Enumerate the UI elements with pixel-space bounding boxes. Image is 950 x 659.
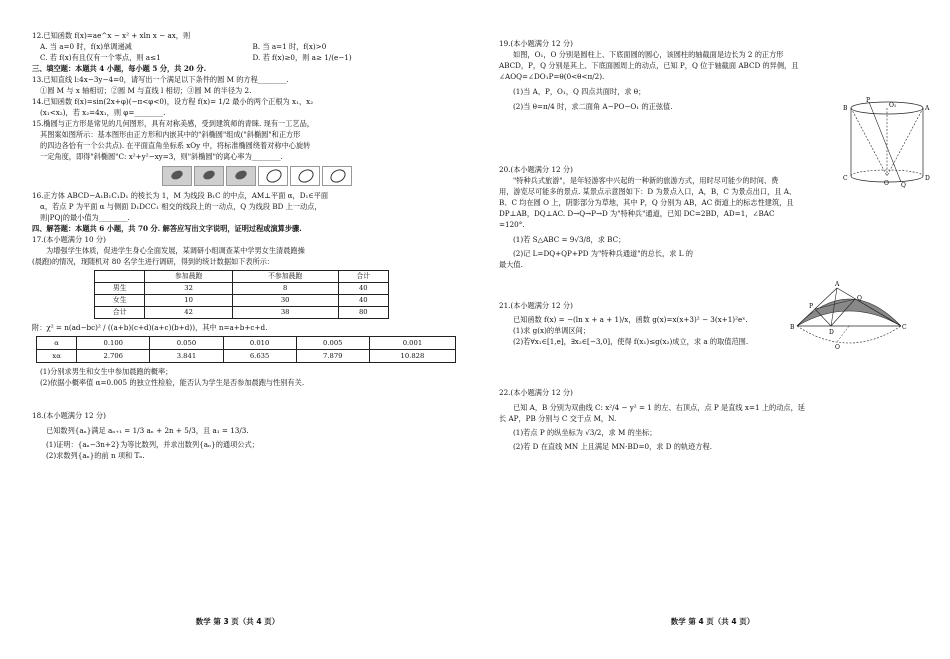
q19-part1: (1)当 A，P，O₁，Q 四点共面时，求 θ； bbox=[513, 87, 646, 96]
table-row bbox=[95, 295, 389, 307]
table-cell: 42 bbox=[145, 307, 232, 319]
q17-part1: (1)分别求男生和女生中参加晨跑的概率； bbox=[40, 367, 173, 376]
table-row bbox=[95, 307, 389, 319]
q21-line1: 已知函数 f(x) = −(ln x + a + 1)/x，函数 g(x)=x(x+3)² − 3(x+1)²eˣ. bbox=[513, 315, 748, 324]
q17-part2: (2)依据小概率值 α=0.005 的独立性检验，能否认为学生是否参加晨跑与性别有关. bbox=[40, 378, 305, 387]
q18-head: 18.(本小题满分 12 分) bbox=[32, 411, 106, 420]
table-cell: 女生 bbox=[95, 295, 145, 307]
q12-options-ab bbox=[32, 41, 465, 52]
pattern-tile bbox=[194, 166, 224, 186]
table-cell: 8 bbox=[232, 283, 338, 295]
q14-line1: 14.已知函数 f(x)=sin(2x+φ)(−π<φ<0)，设方程 f(x)= 1/2 最小的两个正根为 x₁，x₂ bbox=[32, 97, 314, 106]
table-cell: 7.879 bbox=[296, 350, 369, 363]
pattern-tile bbox=[162, 166, 192, 186]
q17-formula: 附：χ² = n(ad−bc)² / ((a+b)(c+d)(a+c)(b+d))，其中 n=a+b+c+d. bbox=[32, 323, 268, 332]
table-cell: 10 bbox=[145, 295, 232, 307]
q15-line1: 15.椭圆与正方形是常见的几何图形，具有对称美感，受到建筑师的青睐. 现有一工艺品， bbox=[32, 119, 314, 128]
table-cell: 男生 bbox=[95, 283, 145, 295]
page-3-content bbox=[32, 30, 465, 461]
q12-stem: 12.已知函数 f(x)=ae^x − x² + xln x − ax，则 bbox=[32, 31, 191, 40]
label-p: P bbox=[866, 97, 871, 104]
page-4-footer: 数学 第 4 页（共 4 页） bbox=[670, 617, 755, 626]
q15-line2: 其图案如图所示：基本图形由正方形和内嵌其中的"斜椭圆"组成("斜椭圆"和正方形 bbox=[40, 130, 301, 139]
circle-lower-arc bbox=[797, 326, 901, 343]
label-p: P bbox=[809, 303, 814, 310]
q17-line1: 为增强学生体质，促进学生身心全面发展，某调研小组调查某中学男女生清晨跑操 bbox=[46, 246, 305, 255]
q16-line3: 则|PQ|的最小值为________. bbox=[40, 213, 130, 222]
label-o: O bbox=[835, 344, 840, 351]
page-4 bbox=[475, 0, 950, 659]
q12-option-c: C. 若 f(x)有且仅有一个零点，则 a≤1 bbox=[40, 53, 161, 62]
page-3-footer: 数学 第 3 页（共 4 页） bbox=[195, 617, 280, 626]
label-c: C bbox=[902, 324, 907, 331]
label-q: Q bbox=[901, 182, 906, 188]
table-cell: 30 bbox=[232, 295, 338, 307]
q16-line2: α，若点 P 为平面 α 与侧面 D₁DCC₁ 相交的线段上的一动点，Q 为线段 BD 上一动点， bbox=[40, 202, 322, 211]
q17-head: 17.(本小题满分 10 分) bbox=[32, 235, 106, 244]
q17-line2: (晨跑)的情况，现随机对 80 名学生进行调研，得到的统计数据如下表所示： bbox=[32, 257, 275, 266]
label-d: D bbox=[829, 329, 834, 336]
section-3-heading: 三、填空题：本题共 4 小题，每小题 5 分，共 20 分. bbox=[32, 64, 207, 73]
table-cell: 80 bbox=[338, 307, 388, 319]
q12-option-d: D. 若 f(x)≥0，则 a≥ 1/(e−1) bbox=[252, 53, 352, 62]
table-cell: 38 bbox=[232, 307, 338, 319]
table-row bbox=[37, 337, 456, 350]
label-o: O bbox=[884, 180, 889, 187]
q22-part1: (1)若点 P 的纵坐标为 √3/2，求 M 的坐标； bbox=[513, 428, 657, 437]
q20-line4: DP⊥AB，DQ⊥AC. D→Q→P→D 为"特种兵"通道，已知 DC=2BD，AD=1，∠BAC bbox=[499, 209, 775, 218]
table-header: 合计 bbox=[338, 271, 388, 283]
q15-pattern-image bbox=[162, 166, 465, 186]
q17-data-table bbox=[94, 270, 389, 319]
table-cell: 2.706 bbox=[77, 350, 150, 363]
label-b: B bbox=[843, 105, 848, 112]
table-cell: 0.010 bbox=[223, 337, 296, 350]
q19-line1: 如图，O₁，O 分别是圆柱上、下底面圆的圆心，该圆柱的轴截面是边长为 2 的正方形 bbox=[513, 50, 784, 59]
table-header: 参加晨跑 bbox=[145, 271, 232, 283]
q16-line1: 16.正方体 ABCD−A₁B₁C₁D₁ 的棱长为 1，M 为线段 B₁C 的中点，AM⊥平面 α，D₁∈平面 bbox=[32, 191, 329, 200]
label-b: B bbox=[790, 324, 795, 331]
table-cell: 0.001 bbox=[369, 337, 455, 350]
q12-option-b: B. 当 a=1 时，f(x)>0 bbox=[252, 42, 327, 51]
ellipse-square-tile bbox=[290, 166, 320, 186]
q18-part2: (2)求数列{aₙ}的前 n 项和 Tₙ. bbox=[46, 451, 145, 460]
q20-head: 20.(本小题满分 12 分) bbox=[499, 165, 573, 174]
table-cell: 0.005 bbox=[296, 337, 369, 350]
q19-head: 19.(本小题满分 12 分) bbox=[499, 39, 573, 48]
table-cell: 40 bbox=[338, 295, 388, 307]
table-cell: 6.635 bbox=[223, 350, 296, 363]
q21-head: 21.(本小题满分 12 分) bbox=[499, 301, 573, 310]
label-q: Q bbox=[857, 295, 862, 302]
q15-line4: 一定角度，即得"斜椭圆"C: x²+y²−xy=3，则"斜椭圆"的离心率为________. bbox=[40, 152, 283, 161]
q22-head: 22.(本小题满分 12 分) bbox=[499, 388, 573, 397]
table-cell: 32 bbox=[145, 283, 232, 295]
section-4-heading: 四、解答题：本题共 6 小题，共 70 分. 解答应写出文字说明，证明过程或演算步骤. bbox=[32, 224, 302, 233]
q20-part2: (2)记 L=DQ+QP+PD 为"特种兵通道"的总长，求 L 的 bbox=[513, 249, 693, 258]
label-o1: O₁ bbox=[889, 102, 897, 109]
q18-line1: 已知数列{aₙ}满足 aₙ₊₁ = 1/3 aₙ + 2n + 5/3，且 a₁ = 13/3. bbox=[46, 426, 249, 435]
q20-scenic-figure bbox=[789, 278, 909, 354]
table-header bbox=[95, 271, 145, 283]
table-cell: 0.100 bbox=[77, 337, 150, 350]
table-header: 不参加晨跑 bbox=[232, 271, 338, 283]
q20-line5: =120°. bbox=[499, 220, 525, 229]
q12-options-cd bbox=[32, 52, 465, 63]
label-a: A bbox=[925, 105, 930, 112]
ellipse-square-tile bbox=[322, 166, 352, 186]
q20-line1: "特种兵式旅游"，是年轻游客中兴起的一种新的旅游方式，用时尽可能少的时间、费 bbox=[513, 176, 779, 185]
table-cell: 合计 bbox=[95, 307, 145, 319]
q19-cylinder-figure bbox=[839, 96, 939, 188]
table-cell: α bbox=[37, 337, 77, 350]
q18-part1: (1)证明：{aₙ−3n+2}为等比数列，并求出数列{aₙ}的通项公式； bbox=[46, 440, 259, 449]
q20-line3: B、C 均在圆 O 上，阴影部分为草地，其中 P，Q 分别为 AB，AC 街道上的标志性建筑，且 bbox=[499, 198, 794, 207]
pattern-tile bbox=[226, 166, 256, 186]
q22-part2: (2)若 D 在直线 MN 上且满足 MN·BD=0，求 D 的轨迹方程. bbox=[513, 442, 713, 451]
q15-line3: 的四边各恰有一个公共点). 在平面直角坐标系 xOy 中，将标准椭圆绕着对称中心旋转 bbox=[40, 141, 311, 150]
table-cell: xα bbox=[37, 350, 77, 363]
table-cell: 0.050 bbox=[150, 337, 223, 350]
table-cell: 40 bbox=[338, 283, 388, 295]
q17-critical-value-table bbox=[36, 336, 456, 363]
table-cell: 10.828 bbox=[369, 350, 455, 363]
q12-option-a: A. 当 a=0 时，f(x)单调递减 bbox=[40, 42, 132, 51]
q19-part2: (2)当 θ=π/4 时，求二面角 A−PO−O₁ 的正弦值. bbox=[513, 102, 673, 111]
table-row bbox=[95, 283, 389, 295]
q20-line2: 用，游览尽可能多的景点. 某景点示意图如下：D 为景点入口，A，B，C 为景点出口，且 A、 bbox=[499, 187, 797, 196]
q22-line2: 长 AP，PB 分别与 C 交于点 M，N. bbox=[499, 414, 617, 423]
q19-line3: ∠AOQ=∠DO₁P=θ(0<θ<π/2). bbox=[499, 72, 605, 81]
q21-part1: (1)求 g(x)的单调区间； bbox=[513, 326, 591, 335]
label-a: A bbox=[835, 281, 840, 288]
q20-part2b: 最大值. bbox=[499, 260, 523, 269]
q19-line2: ABCD，P，Q 分别是其上、下底面圆周上的动点，已知 P，Q 位于轴截面 ABCD 的异侧，且 bbox=[499, 61, 799, 70]
label-c: C bbox=[843, 175, 848, 182]
q21-part2: (2)若∀x₁∈[1,e]，∃x₂∈[−3,0]，使得 f(x₁)≤g(x₂)成立，求 a 的取值范围. bbox=[513, 337, 749, 346]
q13-line1: 13.已知直线 l:4x−3y−4=0，请写出一个满足以下条件的圆 M 的方程________. bbox=[32, 75, 289, 84]
ellipse-square-tile bbox=[258, 166, 288, 186]
q22-line1: 已知 A，B 分别为双曲线 C: x²/4 − y² = 1 的左、右顶点，点 P 是直线 x=1 上的动点，延 bbox=[513, 403, 805, 412]
table-cell: 3.841 bbox=[150, 350, 223, 363]
label-d: D bbox=[925, 175, 930, 182]
q13-line2: ①圆 M 与 x 轴相切；②圆 M 与直线 l 相切；③圆 M 的半径为 2. bbox=[40, 86, 252, 95]
table-row bbox=[37, 350, 456, 363]
q20-part1: (1)若 S△ABC = 9√3/8，求 BC； bbox=[513, 235, 626, 244]
q14-line2: (x₁<x₂)，若 x₂=4x₁，则 φ=________. bbox=[40, 108, 166, 117]
